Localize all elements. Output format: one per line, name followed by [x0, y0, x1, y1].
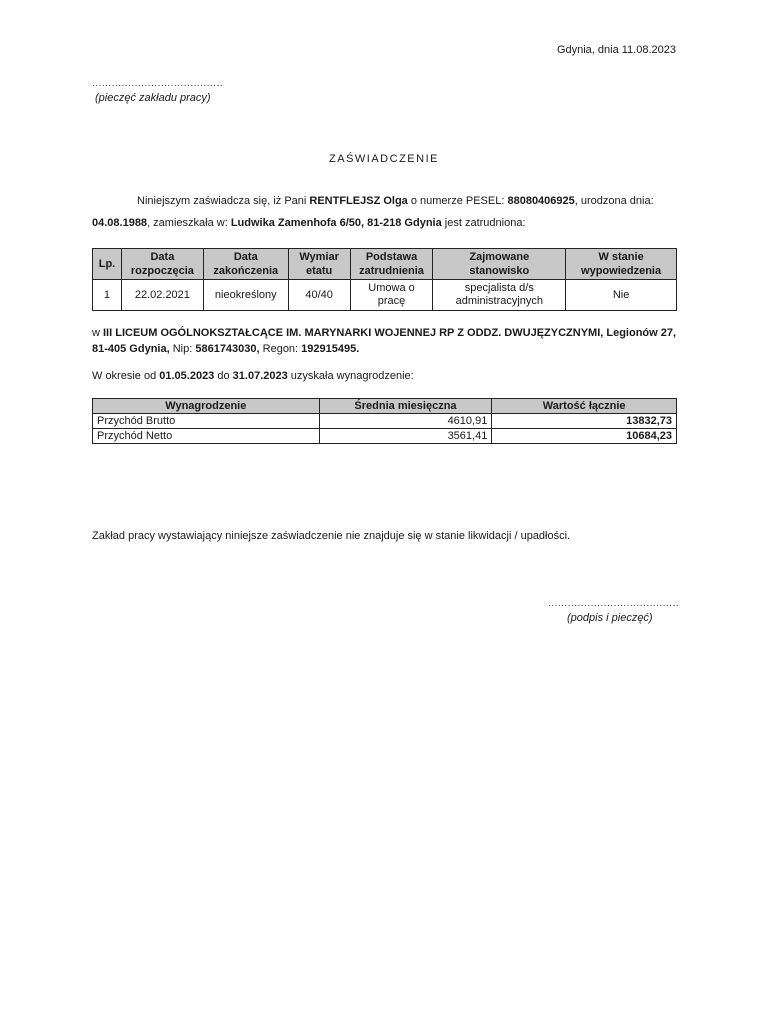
cell-employment-basis: Umowa o pracę: [350, 280, 433, 311]
period-to: 31.07.2023: [232, 370, 288, 382]
cell-lp: 1: [93, 280, 122, 311]
period-from: 01.05.2023: [159, 370, 215, 382]
signature-label: (podpis i pieczęć): [567, 612, 653, 624]
period-text-2: do: [214, 370, 233, 382]
employer-prefix: w: [92, 327, 103, 339]
pesel-number: 88080406925: [507, 195, 575, 207]
salary-table: [92, 398, 677, 444]
stamp-dotted-line: ........................................: [92, 78, 224, 89]
nip-number: 5861743030,: [195, 343, 260, 355]
cell-monthly-average: 4610,91: [319, 414, 492, 429]
salary-table-header: [93, 399, 677, 414]
table-row: [93, 414, 677, 429]
col-monthly-average: Średnia miesięczna: [319, 399, 492, 414]
stamp-label: (pieczęć zakładu pracy): [95, 92, 211, 104]
intro-text-3: , urodzona dnia:: [574, 195, 654, 207]
table-row: [93, 429, 677, 444]
col-notice: W stanie wypowiedzenia: [566, 249, 677, 280]
employee-address: Ludwika Zamenhofa 6/50, 81-218 Gdynia: [230, 217, 442, 229]
employer-name-address: III LICEUM OGÓLNOKSZTAŁCĄCE IM. MARYNARKI WOJENNEJ RP Z ODDZ. DWUJĘZYCZNYMI, Legionów 27, 81-405 Gdynia,: [92, 327, 677, 355]
intro-text-4: , zamieszkała w:: [147, 217, 231, 229]
cell-monthly-average: 3561,41: [319, 429, 492, 444]
nip-label: Nip:: [169, 343, 196, 355]
cell-start-date: 22.02.2021: [121, 280, 203, 311]
intro-text-5: jest zatrudniona:: [441, 217, 526, 229]
col-employment-basis: Podstawa zatrudnienia: [350, 249, 433, 280]
employer-paragraph: [92, 325, 682, 357]
birth-date: 04.08.1988: [92, 217, 148, 229]
period-text-1: W okresie od: [92, 370, 160, 382]
col-working-time: Wymiar etatu: [288, 249, 350, 280]
employment-table: [92, 248, 677, 311]
period-text-3: uzyskała wynagrodzenie:: [287, 370, 414, 382]
cell-salary-name: Przychód Netto: [93, 429, 320, 444]
employment-table-header: [93, 249, 677, 280]
regon-number: 192915495.: [301, 343, 360, 355]
table-row: [93, 280, 677, 311]
employee-name: RENTFLEJSZ Olga: [309, 195, 408, 207]
regon-label: Regon:: [259, 343, 302, 355]
cell-end-date: nieokreślony: [203, 280, 288, 311]
col-salary-name: Wynagrodzenie: [93, 399, 320, 414]
col-total-value: Wartość łącznie: [492, 399, 677, 414]
cell-total-value: 10684,23: [492, 429, 677, 444]
intro-text-1: Niniejszym zaświadcza się, iż Pani: [137, 195, 310, 207]
period-paragraph: [92, 370, 414, 382]
col-end-date: Data zakończenia: [203, 249, 288, 280]
col-start-date: Data rozpoczęcia: [121, 249, 203, 280]
cell-position: specjalista d/s administracyjnych: [433, 280, 566, 311]
cell-working-time: 40/40: [288, 280, 350, 311]
cell-total-value: 13832,73: [492, 414, 677, 429]
cell-notice: Nie: [566, 280, 677, 311]
col-position: Zajmowane stanowisko: [433, 249, 566, 280]
col-lp: Lp.: [93, 249, 122, 280]
intro-paragraph: [92, 190, 677, 234]
liquidation-note: Zakład pracy wystawiający niniejsze zaświadczenie nie znajduje się w stanie likwidacji / upadłości.: [92, 530, 571, 542]
place-date: Gdynia, dnia 11.08.2023: [556, 44, 676, 56]
cell-salary-name: Przychód Brutto: [93, 414, 320, 429]
signature-dotted-line: ........................................: [548, 598, 680, 609]
intro-text-2: o numerze PESEL:: [407, 195, 508, 207]
document-title: ZAŚWIADCZENIE: [329, 153, 439, 165]
